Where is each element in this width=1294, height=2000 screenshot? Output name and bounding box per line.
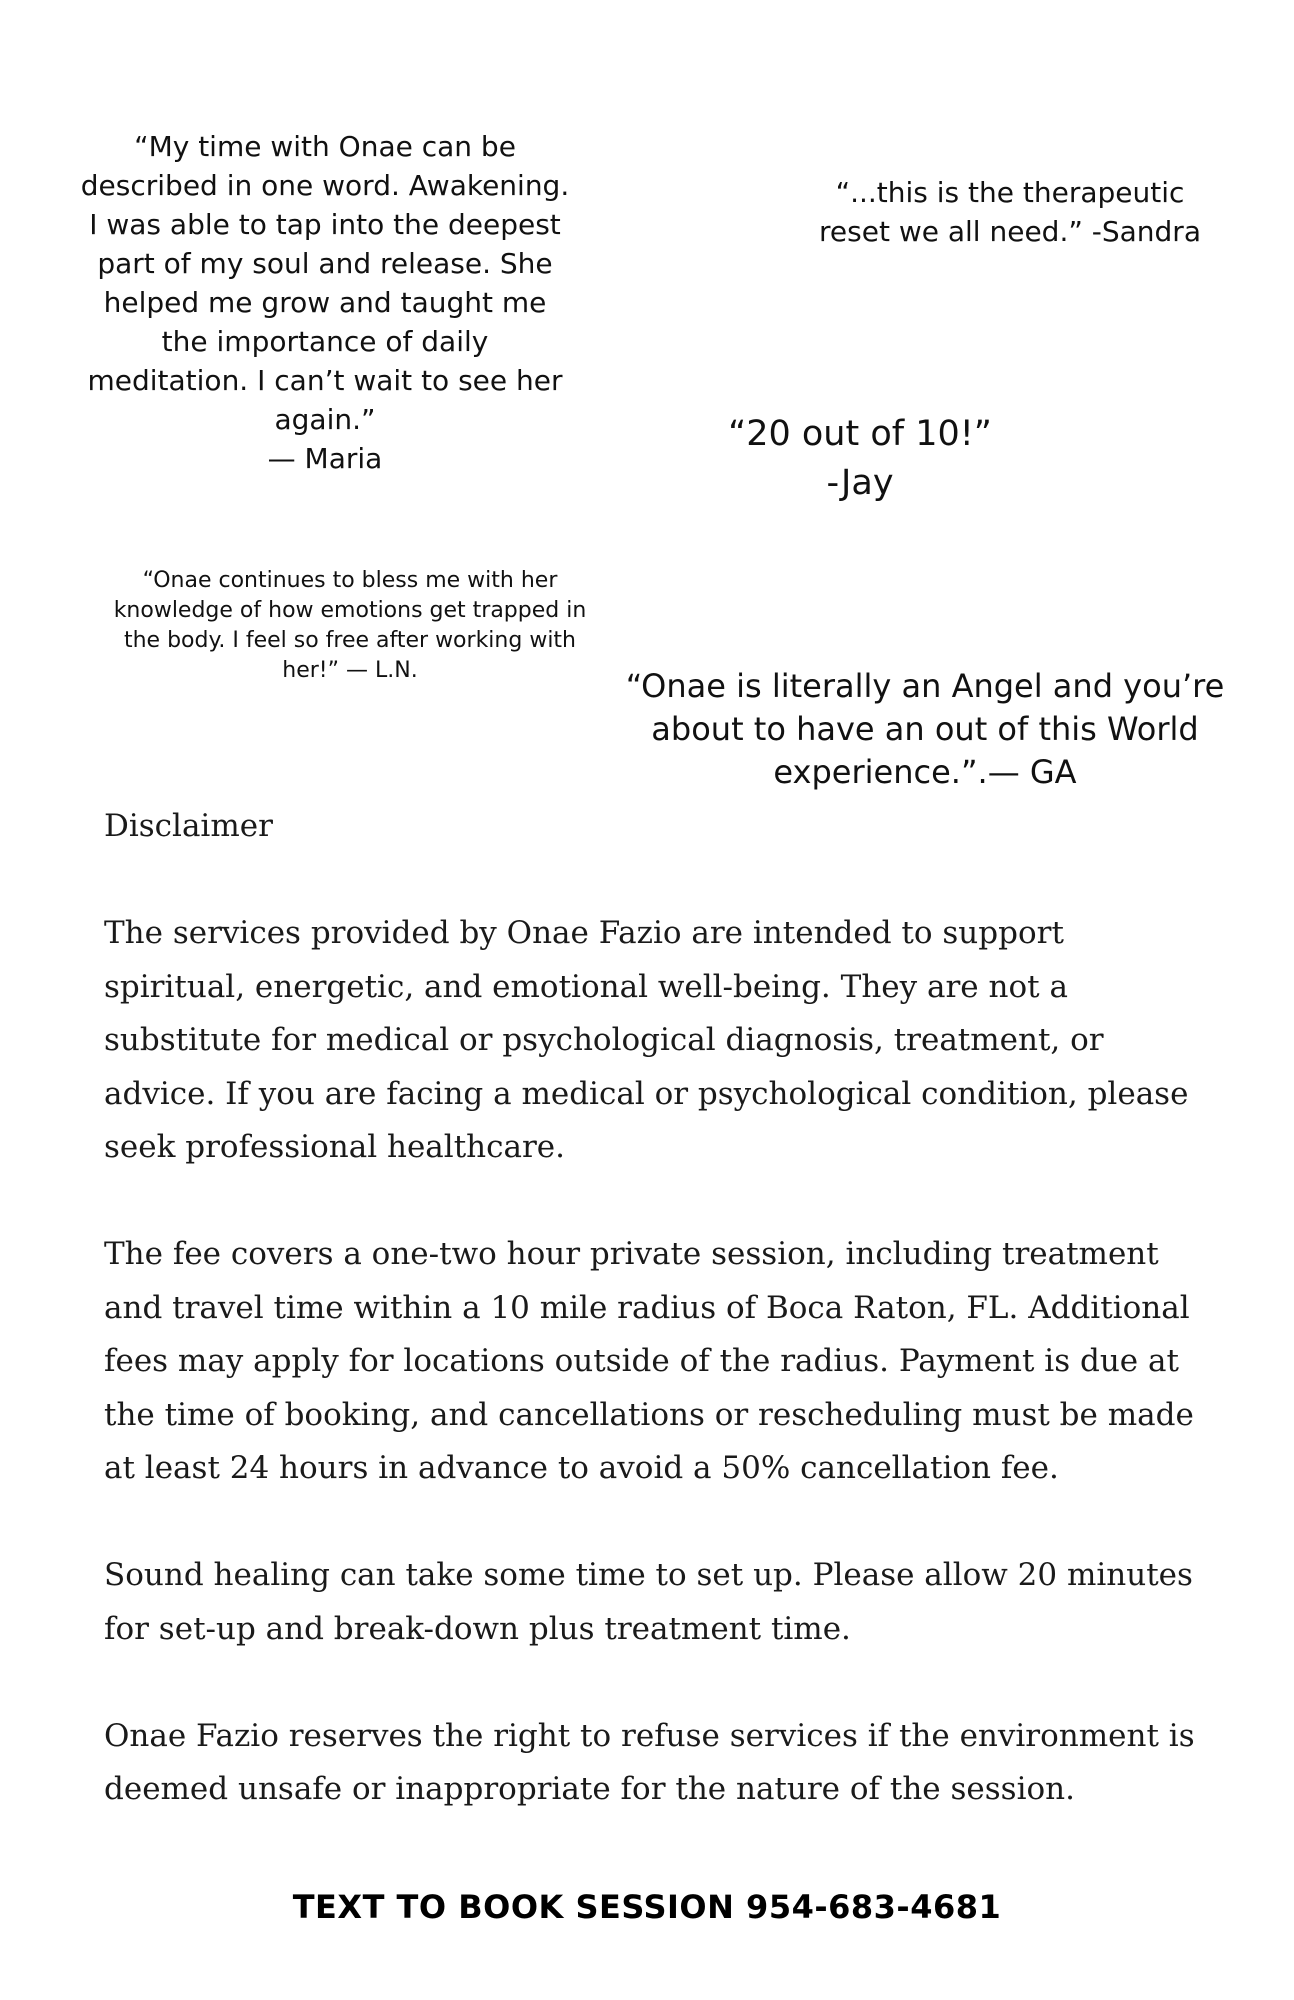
disclaimer-paragraph-medical: The services provided by Onae Fazio are intended to support spiritual, energetic, and emotional well-being. They are not a substitute for medical or psychological diagnosis, treatment, or advice. If you are facing a medical or psychological condition, please seek professional healthcare. [104,915,1189,1165]
testimonial-ga [620,665,1230,794]
testimonial-line: I was able to tap into the deepest [89,208,561,241]
testimonial-line: helped me grow and taught me [103,286,547,319]
testimonial-line: her!” — L.N. [282,658,418,683]
testimonial-line: “20 out of 10!” [728,414,992,454]
testimonial-line: described in one word. Awakening. [80,169,570,202]
disclaimer-paragraph-setup: Sound healing can take some time to set up. Please allow 20 minutes for set-up and break-down plus treatment time. [104,1557,1193,1647]
testimonial-maria [75,127,575,478]
testimonial-line: “Onae continues to bless me with her [142,568,558,593]
testimonial-line: “My time with Onae can be [134,130,516,163]
testimonial-line: “Onae is literally an Angel and you’re [625,667,1225,705]
testimonial-sandra [800,173,1220,251]
disclaimer-section [104,800,1214,1870]
disclaimer-paragraph-refusal: Onae Fazio reserves the right to refuse services if the environment is deemed unsafe or inappropriate for the nature of the session. [104,1717,1195,1807]
testimonial-line: the body. I feel so free after working with [123,628,576,653]
testimonial-line: reset we all need.” -Sandra [819,215,1201,248]
testimonial-jay [700,410,1020,508]
testimonial-line: experience.”.— GA [773,753,1077,791]
testimonial-line: “...this is the therapeutic [835,176,1185,209]
testimonial-ln [110,566,590,686]
testimonial-line: the importance of daily [161,325,489,358]
disclaimer-paragraph-fees: The fee covers a one-two hour private session, including treatment and travel time within a 10 mile radius of Boca Raton, FL. Additional fees may apply for locations outside of the radius. Payment is due at the time of booking, and cancellations or rescheduling must be made at least 24 hours in advance to avoid a 50% cancellation fee. [104,1236,1194,1486]
testimonial-line: meditation. I can’t wait to see her [87,364,563,397]
testimonial-author: -Jay [826,463,894,503]
disclaimer-title: Disclaimer [104,808,273,844]
testimonial-line: again.” [274,403,376,436]
testimonial-author: — Maria [267,442,383,475]
booking-cta: TEXT TO BOOK SESSION 954-683-4681 [292,1888,1002,1926]
testimonial-line: knowledge of how emotions get trapped in [113,598,587,623]
testimonial-line: part of my soul and release. She [97,247,553,280]
testimonial-line: about to have an out of this World [651,710,1199,748]
